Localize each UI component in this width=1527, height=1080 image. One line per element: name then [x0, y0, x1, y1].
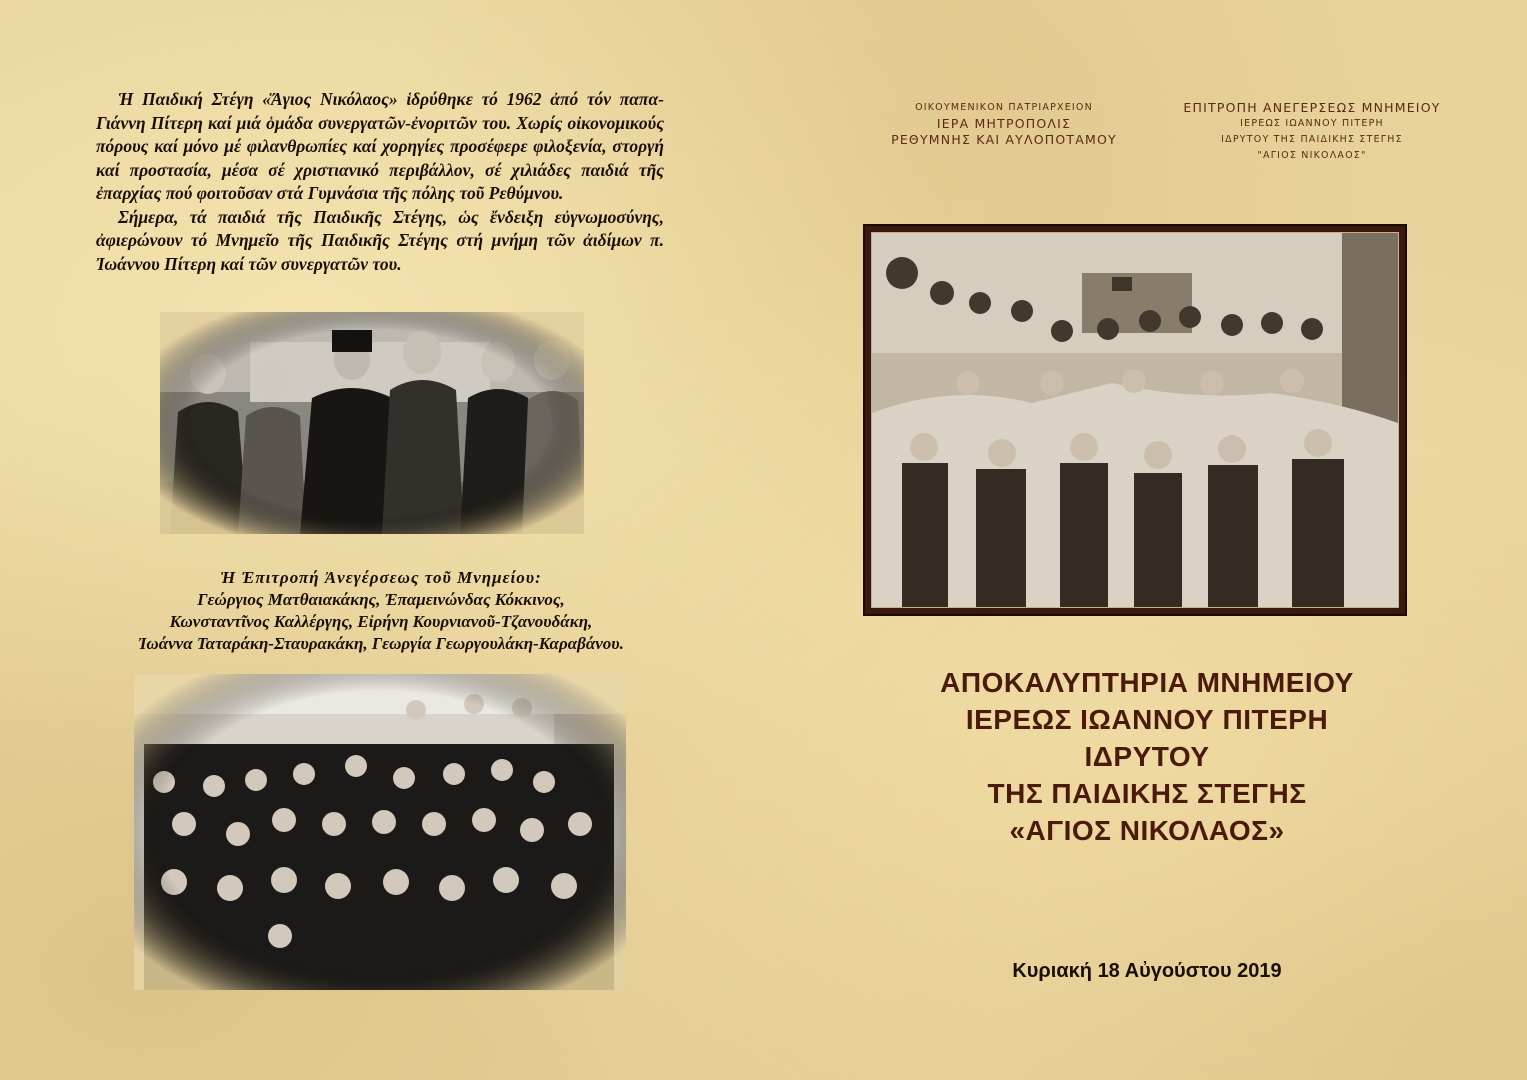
- header-line: ΙΕΡΑ ΜΗΤΡΟΠΟΛΙΣ: [936, 116, 1072, 131]
- title-line: ΤΗΣ ΠΑΙΔΙΚΗΣ ΣΤΕΓΗΣ: [987, 778, 1307, 809]
- header-committee: [1167, 100, 1457, 164]
- committee-block: [96, 567, 666, 655]
- header-line: ΡΕΘΥΜΝΗΣ ΚΑΙ ΑΥΛΟΠΟΤΑΜΟΥ: [891, 132, 1117, 147]
- header-line: ΕΠΙΤΡΟΠΗ ΑΝΕΓΕΡΣΕΩΣ ΜΝΗΜΕΙΟΥ: [1183, 100, 1441, 115]
- title-line: ΙΔΡΥΤΟΥ: [1084, 741, 1210, 772]
- header-line: ΟΙΚΟΥΜΕΝΙΚΟΝ ΠΑΤΡΙΑΡΧΕΙΟΝ: [915, 102, 1093, 113]
- right-page: [763, 0, 1527, 1080]
- committee-line: Γεώργιος Ματθαιακάκης, Ἐπαμεινώνδας Κόκκινος,: [197, 590, 565, 609]
- intro-text: [96, 88, 664, 276]
- photo-children-home-group: [871, 232, 1399, 608]
- intro-paragraph: Σήμερα, τά παιδιά τῆς Παιδικῆς Στέγης, ὡς ἔνδειξη εὐγνωμοσύνης, ἀφιερώνουν τό Μνημεῖο τῆς Παιδικῆς Στέγης στή μνήμη τῶν ἀιδίμων π. Ἰωάννου Πίτερη καί τῶν συνεργατῶν του.: [96, 206, 664, 274]
- header-line: ΙΔΡΥΤΟΥ ΤΗΣ ΠΑΙΔΙΚΗΣ ΣΤΕΓΗΣ: [1221, 134, 1403, 145]
- title-line: «ΑΓΙΟΣ ΝΙΚΟΛΑΟΣ»: [1009, 815, 1285, 846]
- main-title: [853, 664, 1441, 849]
- committee-line: Ἰωάννα Ταταράκη-Σταυρακάκη, Γεωργία Γεωργουλάκη-Καραβάνου.: [138, 634, 624, 653]
- photo-priest-with-founders: [160, 312, 584, 534]
- header-line: "ΑΓΙΟΣ ΝΙΚΟΛΑΟΣ": [1257, 150, 1367, 161]
- left-page: [0, 0, 763, 1080]
- title-line: ΑΠΟΚΑΛΥΠΤΗΡΙΑ ΜΝΗΜΕΙΟΥ: [940, 667, 1354, 698]
- committee-line: Κωνσταντῖνος Καλλέργης, Εἰρήνη Κουρνιανοῦ-Τζανουδάκη,: [169, 612, 593, 631]
- header-line: ΙΕΡΕΩΣ ΙΩΑΝΝΟΥ ΠΙΤΕΡΗ: [1240, 118, 1384, 129]
- intro-paragraph: Ἡ Παιδική Στέγη «Ἅγιος Νικόλαος» ἱδρύθηκε τό 1962 ἀπό τόν παπα-Γιάννη Πίτερη καί μιά ὁμάδα συνεργατῶν-ἐνοριτῶν του. Χωρίς οἰκονομικούς πόρους καί μόνο μέ φιλανθρωπίες καί χορηγίες προσέφερε φιλοξενία, στοργή καί προστασία, μέσα σέ χριστιανικό περιβάλλον, σέ χιλιάδες παιδιά τῆς ἐπαρχίας πού φοιτοῦσαν στά Γυμνάσια τῆς πόλης τοῦ Ρεθύμνου.: [96, 89, 664, 203]
- photo-girls-group: [134, 674, 626, 990]
- committee-heading: Ἡ Ἐπιτροπή Ἀνεγέρσεως τοῦ Μνημείου:: [220, 568, 542, 587]
- title-line: ΙΕΡΕΩΣ ΙΩΑΝΝΟΥ ΠΙΤΕΡΗ: [965, 704, 1329, 735]
- header-metropolis: [859, 100, 1149, 148]
- event-date: Κυριακή 18 Αὐγούστου 2019: [1012, 960, 1282, 982]
- photo-frame-children-home: [863, 224, 1407, 616]
